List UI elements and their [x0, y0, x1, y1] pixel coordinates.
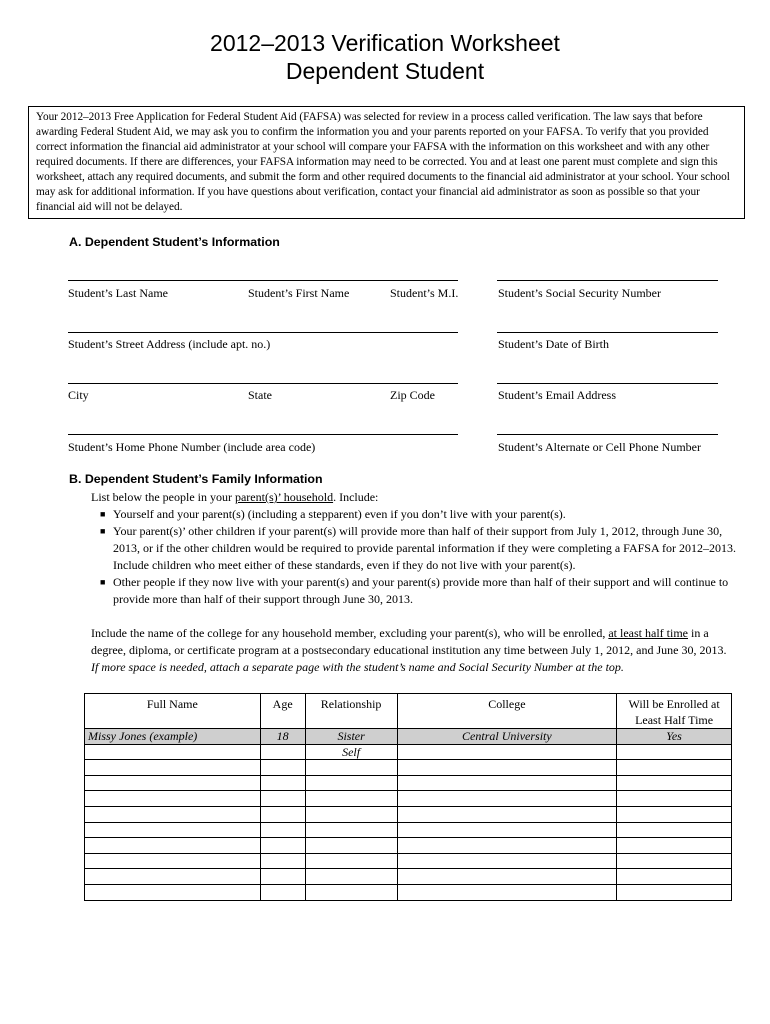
age-cell[interactable]: [260, 838, 305, 854]
college-cell[interactable]: [397, 838, 617, 854]
enrolled-cell[interactable]: [617, 775, 732, 791]
college-cell[interactable]: [397, 853, 617, 869]
age-cell[interactable]: [260, 791, 305, 807]
table-row: [85, 822, 732, 838]
more-space-note: If more space is needed, attach a separate page with the student’s name and Social Security Number at the top.: [91, 660, 624, 674]
age-header: Age: [260, 694, 305, 729]
table-row: [85, 853, 732, 869]
full-name-header: Full Name: [85, 694, 261, 729]
intro-box: Your 2012–2013 Free Application for Federal Student Aid (FAFSA) was selected for review in a process called verification. The law says that before awarding Federal Student Aid, we may ask you to confirm the information you and your parents reported on your FAFSA. To verify that you provided correct information the financial aid administrator at your school will compare your FAFSA with the information on this worksheet and with any other required documents. If there are differences, your FAFSA information may need to be corrected. You and at least one parent must complete and sign this worksheet, attach any required documents, and submit the form and other required documents to the financial aid administrator at your school. Your school may ask for additional information. If you have questions about verification, contact your financial aid administrator as soon as possible so that your financial aid will not be delayed.: [28, 106, 745, 219]
example-relationship: Sister: [305, 729, 397, 745]
enrolled-cell[interactable]: [617, 806, 732, 822]
name-cell[interactable]: [85, 775, 261, 791]
family-table: [84, 693, 732, 901]
name-cell[interactable]: [85, 806, 261, 822]
enrolled-cell[interactable]: [617, 884, 732, 900]
enrolled-cell[interactable]: [617, 869, 732, 885]
example-name: Missy Jones (example): [85, 729, 261, 745]
college-cell[interactable]: [397, 884, 617, 900]
home-phone-line[interactable]: [68, 434, 458, 435]
enrolled-cell[interactable]: [617, 744, 732, 760]
relationship-cell[interactable]: [305, 760, 397, 776]
include-list: [91, 506, 736, 608]
list-intro: List below the people in your parent(s)’ household. Include:: [91, 490, 379, 504]
email-line[interactable]: [497, 383, 718, 384]
section-a-heading: A. Dependent Student’s Information: [69, 235, 280, 249]
name-cell[interactable]: [85, 884, 261, 900]
college-cell[interactable]: [397, 744, 617, 760]
enrolled-cell[interactable]: [617, 822, 732, 838]
enrolled-cell[interactable]: [617, 838, 732, 854]
relationship-cell[interactable]: [305, 869, 397, 885]
cell-phone-label: Student’s Alternate or Cell Phone Number: [498, 440, 701, 454]
age-cell[interactable]: [260, 760, 305, 776]
age-cell[interactable]: [260, 775, 305, 791]
dob-line[interactable]: [497, 332, 718, 333]
enrolled-cell[interactable]: [617, 791, 732, 807]
age-cell[interactable]: [260, 853, 305, 869]
name-cell[interactable]: [85, 853, 261, 869]
age-cell[interactable]: [260, 744, 305, 760]
zip-label: Zip Code: [390, 388, 435, 402]
example-college: Central University: [397, 729, 617, 745]
name-cell[interactable]: [85, 869, 261, 885]
example-row: [85, 729, 732, 745]
table-header-row: [85, 694, 732, 729]
street-label: Student’s Street Address (include apt. no.): [68, 337, 271, 351]
table-row: [85, 869, 732, 885]
relationship-cell[interactable]: [305, 822, 397, 838]
street-line[interactable]: [68, 332, 458, 333]
enrolled-header: Will be Enrolled at Least Half Time: [617, 694, 732, 729]
relationship-cell[interactable]: [305, 806, 397, 822]
household-instructions: [91, 489, 736, 608]
age-cell[interactable]: [260, 869, 305, 885]
list-item: ■ Yourself and your parent(s) (including a stepparent) even if you don’t live with your parent(s).: [100, 507, 566, 521]
example-enrolled: Yes: [617, 729, 732, 745]
cell-phone-line[interactable]: [497, 434, 718, 435]
list-item: ■ Other people if they now live with your parent(s) and your parent(s) provide more than half of their support and will continue to provide more than half of their support through June 30, 2013.: [100, 575, 729, 606]
college-header: College: [397, 694, 617, 729]
relationship-cell: Self: [305, 744, 397, 760]
half-time-term: at least half time: [608, 626, 688, 640]
table-row: [85, 791, 732, 807]
table-row: [85, 806, 732, 822]
city-state-zip-line[interactable]: [68, 383, 458, 384]
table-row: [85, 744, 732, 760]
name-cell[interactable]: [85, 744, 261, 760]
college-instructions: Include the name of the college for any household member, excluding your parent(s), who will be enrolled, at least half time in a degree, diploma, or certificate program at a postsecondary educational institution any time between July 1, 2012, and June 30, 2013. If more space is needed, attach a separate page with the student’s name and Social Security Number at the top.: [91, 626, 727, 674]
table-row: [85, 760, 732, 776]
table-row: [85, 775, 732, 791]
mi-label: Student’s M.I.: [390, 286, 459, 300]
age-cell[interactable]: [260, 822, 305, 838]
section-b-heading: B. Dependent Student’s Family Information: [69, 472, 323, 486]
name-cell[interactable]: [85, 838, 261, 854]
table-row: [85, 838, 732, 854]
college-cell[interactable]: [397, 806, 617, 822]
first-name-label: Student’s First Name: [248, 286, 350, 300]
relationship-cell[interactable]: [305, 838, 397, 854]
relationship-cell[interactable]: [305, 775, 397, 791]
ssn-line[interactable]: [497, 280, 718, 281]
dob-label: Student’s Date of Birth: [498, 337, 609, 351]
age-cell[interactable]: [260, 806, 305, 822]
name-cell[interactable]: [85, 791, 261, 807]
relationship-cell[interactable]: [305, 791, 397, 807]
college-cell[interactable]: [397, 869, 617, 885]
home-phone-label: Student’s Home Phone Number (include area code): [68, 440, 316, 454]
household-term: parent(s)’ household: [234, 490, 334, 504]
city-label: City: [68, 388, 89, 402]
page-subtitle: Dependent Student: [285, 58, 485, 84]
relationship-cell[interactable]: [305, 884, 397, 900]
bullet-icon: ■: [100, 509, 106, 519]
ssn-label: Student’s Social Security Number: [498, 286, 661, 300]
list-item: ■ Your parent(s)’ other children if your parent(s) will provide more than half of their support from July 1, 2012, through June 30, 2013, or if the other children would be required to provide parental information if they were completing a FAFSA for 2012–2013. Include children who meet either of these standards, even if they do not live with your parent(s).: [100, 524, 736, 572]
table-row: [85, 884, 732, 900]
relationship-cell[interactable]: [305, 853, 397, 869]
state-label: State: [248, 388, 272, 402]
page-title: 2012–2013 Verification Worksheet: [210, 30, 560, 56]
college-cell[interactable]: [397, 760, 617, 776]
enrolled-cell[interactable]: [617, 853, 732, 869]
college-cell[interactable]: [397, 775, 617, 791]
relationship-header: Relationship: [305, 694, 397, 729]
bullet-icon: ■: [100, 526, 106, 536]
enrolled-cell[interactable]: [617, 760, 732, 776]
bullet-icon: ■: [100, 577, 106, 587]
name-line[interactable]: [68, 280, 458, 281]
email-label: Student’s Email Address: [498, 388, 616, 402]
age-cell[interactable]: [260, 884, 305, 900]
example-age: 18: [260, 729, 305, 745]
last-name-label: Student’s Last Name: [68, 286, 168, 300]
name-cell[interactable]: [85, 822, 261, 838]
college-cell[interactable]: [397, 822, 617, 838]
college-cell[interactable]: [397, 791, 617, 807]
name-cell[interactable]: [85, 760, 261, 776]
